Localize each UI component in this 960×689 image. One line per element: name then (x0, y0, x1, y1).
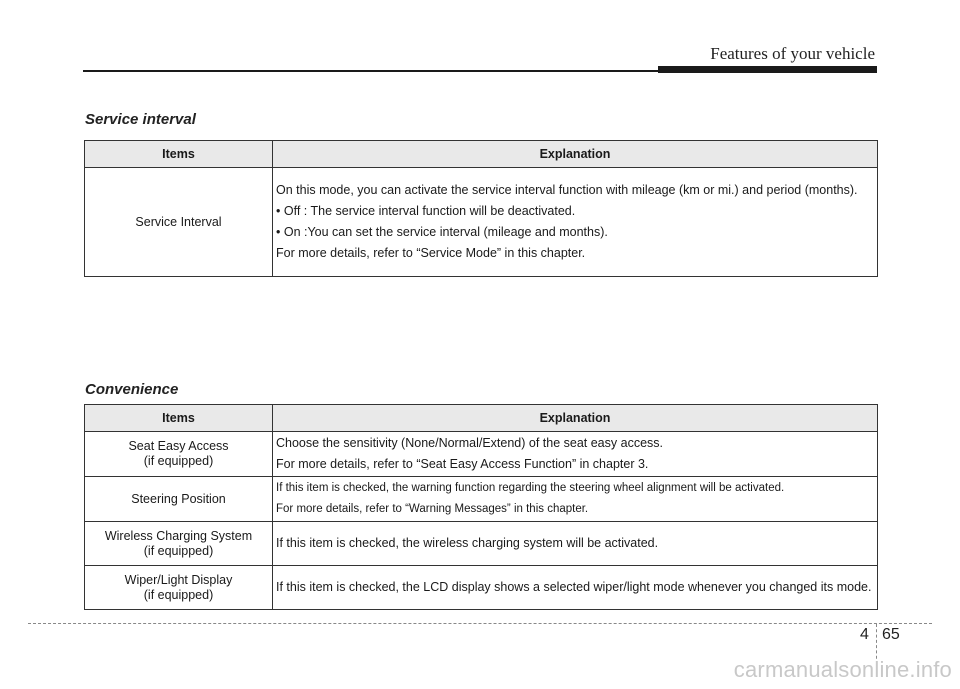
explanation-line: On this mode, you can activate the service interval function with mileage (km or mi.) and period (months). (276, 183, 858, 197)
page-number: 65 (882, 626, 900, 643)
explanation-line: If this item is checked, the wireless charging system will be activated. (276, 536, 659, 550)
section-title-convenience: Convenience (85, 381, 179, 398)
item-cell (85, 566, 273, 610)
item-cell (85, 477, 273, 522)
explanation-line: For more details, refer to “Service Mode” in this chapter. (276, 246, 586, 260)
explanation-line: For more details, refer to “Seat Easy Access Function” in chapter 3. (276, 457, 649, 471)
convenience-table (84, 404, 878, 610)
item-note: (if equipped) (143, 587, 214, 602)
explanation-line: • On :You can set the service interval (mileage and months). (276, 225, 608, 239)
watermark: carmanualsonline.info (733, 657, 952, 682)
table-header-row (85, 141, 878, 168)
item-note: (if equipped) (143, 543, 214, 558)
item-cell (85, 432, 273, 477)
explanation-cell (273, 566, 878, 610)
explanation-cell (273, 168, 878, 277)
page-header-title: Features of your vehicle (710, 44, 875, 63)
column-header-items: Items (85, 141, 273, 168)
header-rule-accent (658, 66, 877, 73)
item-cell: Service Interval (85, 168, 273, 277)
explanation-cell (273, 522, 878, 566)
service-interval-table (84, 140, 878, 277)
item-label: Wiper/Light Display (124, 572, 233, 587)
explanation-cell (273, 477, 878, 522)
item-cell (85, 522, 273, 566)
chapter-number: 4 (860, 626, 869, 643)
column-header-explanation: Explanation (273, 405, 878, 432)
column-header-explanation: Explanation (273, 141, 878, 168)
table-row (85, 432, 878, 477)
item-label: Seat Easy Access (128, 439, 229, 453)
item-label: Wireless Charging System (104, 528, 253, 543)
item-label: Steering Position (131, 491, 226, 506)
explanation-line: If this item is checked, the LCD display shows a selected wiper/light mode whenever you changed its mode. (276, 580, 872, 594)
header-rule (83, 70, 660, 72)
table-header-row (85, 405, 878, 432)
column-header-items: Items (85, 405, 273, 432)
table-row (85, 168, 878, 277)
item-note: (if equipped) (143, 454, 214, 468)
section-title-service-interval: Service interval (85, 111, 196, 128)
footer-rule (28, 623, 932, 624)
explanation-line: If this item is checked, the warning function regarding the steering wheel alignment will be activated. (276, 482, 785, 494)
explanation-line: Choose the sensitivity (None/Normal/Extend) of the seat easy access. (276, 436, 663, 450)
table-row (85, 522, 878, 566)
table-row (85, 477, 878, 522)
explanation-line: For more details, refer to “Warning Messages” in this chapter. (276, 503, 589, 515)
explanation-line: • Off : The service interval function will be deactivated. (276, 204, 576, 218)
explanation-cell (273, 432, 878, 477)
table-row (85, 566, 878, 610)
